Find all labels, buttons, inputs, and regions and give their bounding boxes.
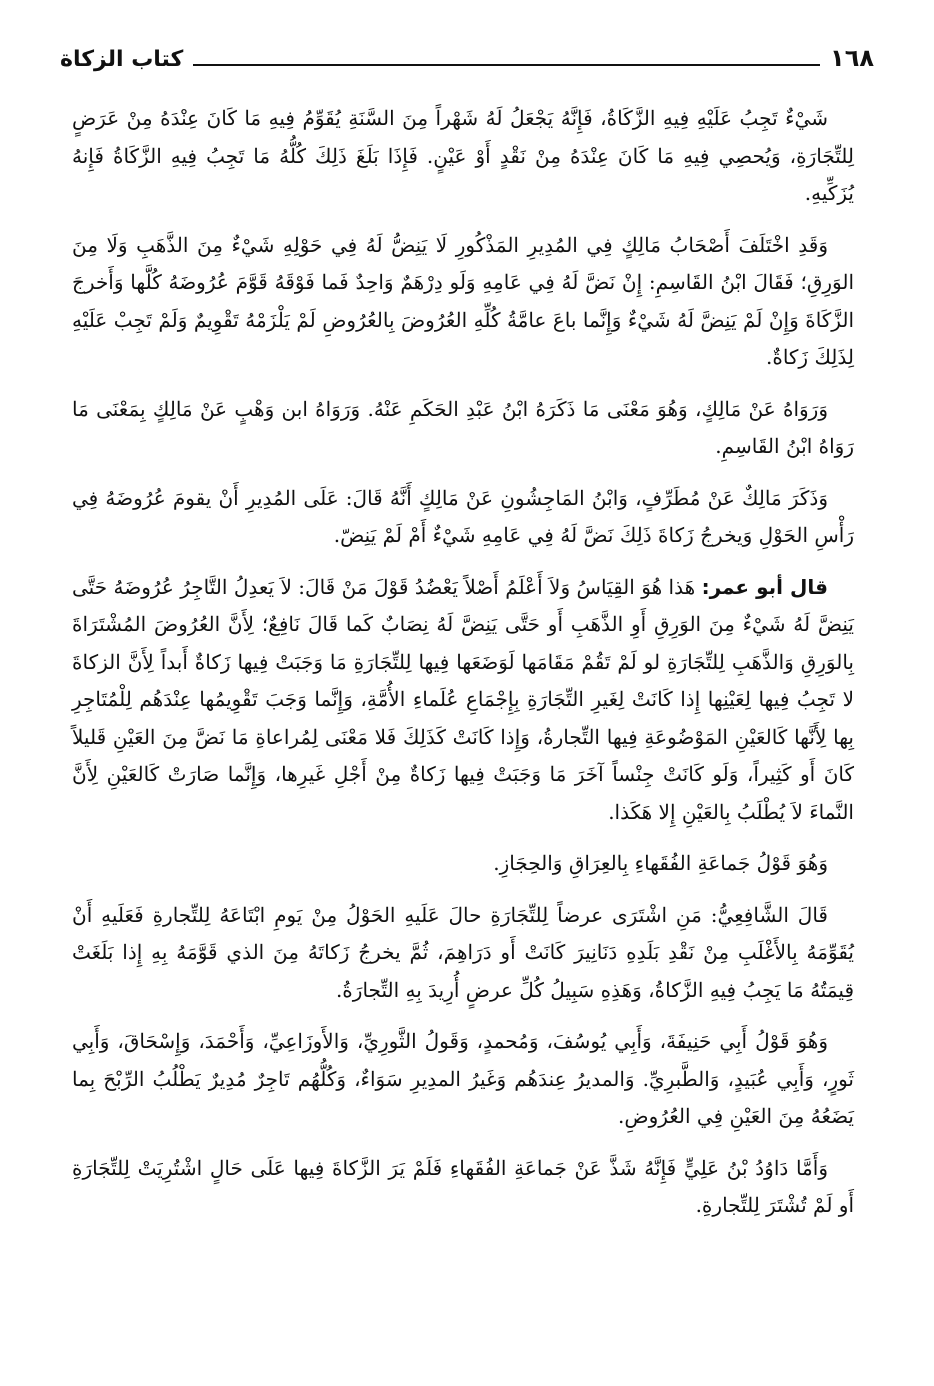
paragraph-5 (72, 569, 854, 832)
header-rule (193, 64, 820, 66)
paragraph-3 (72, 391, 854, 466)
paragraph-text: قَالَ الشَّافِعِيُّ: مَنِ اشْتَرَى عرضاً لِلتِّجَارَةِ حالَ عَلَيهِ الحَوْلُ مِنْ يَومِ ابْتَاعَهُ لِلتِّجارةِ فَعَلَيهِ أَنْ يُقَوِّمَهُ بِالأَغْلَبِ مِنْ نَقْدِ بَلَدِهِ دَنَانِيرَ كَانَتْ أَو دَرَاهِمَ، ثُمَّ يخرجُ زَكاتَهُ مِنَ الذي قَوَّمَهُ بِهِ إِذا بَلَغَتْ قِيمَتُهُ مَا يَجِبُ فِيهِ الزَّكاةُ، وَهَذِهِ سَبِيلُ كُلِّ عرضٍ أُرِيدَ بِهِ التِّجارَةُ. (72, 902, 854, 1002)
paragraph-1 (72, 100, 854, 213)
paragraph-text: وَذَكَرَ مَالِكٌ عَنْ مُطَرِّفٍ، وَابْنُ المَاجِشُونِ عَنْ مَالِكٍ أَنَّهُ قَالَ: عَلَى المُدِيرِ أَنْ يقومَ عُرُوضَهُ فِي رَأْسِ الحَوْلِ وَيخرجُ زَكاةَ ذَلِكَ نَضَّ لَهُ فِي عَامِهِ شَيْءٌ أَمْ لَمْ يَنِضّ. (72, 485, 854, 547)
paragraph-text: وَرَوَاهُ عَنْ مَالِكٍ، وَهُوَ مَعْنَى مَا ذَكَرَهُ ابْنُ عَبْدِ الحَكَمِ عَنْهُ. وَرَوَاهُ ابن وَهْبٍ عَنْ مَالِكٍ بِمَعْنَى مَا رَوَاهُ ابْنُ القَاسِمِ. (72, 396, 854, 458)
paragraph-text: وَأَمَّا دَاوُدُ بْنُ عَلِيٍّ فَإِنَّهُ شَذَّ عَنْ جَماعَةِ الفُقَهاءِ فَلَمْ يَرَ الزَّكاةَ فِيها عَلَى حَالٍ اشْتُرِيَتْ لِلتِّجَارَةِ أَو لَمْ تُشْتَرَ لِلتِّجارةِ. (72, 1155, 854, 1217)
paragraph-9 (72, 1150, 854, 1225)
paragraph-2 (72, 227, 854, 377)
page-header (60, 34, 874, 74)
paragraph-6 (72, 845, 854, 883)
book-title: كتاب الزكاة (60, 47, 184, 72)
paragraph-text: شَيْءٌ تَجِبُ عَلَيْهِ فِيهِ الزَّكَاةُ، فَإِنَّهُ يَجْعَلُ لَهُ شَهْراً مِنَ السَّنَةِ يُقَوِّمُ فِيهِ مَا كَانَ عِنْدَهُ مِنْ عَرَضٍ لِلتِّجَارَةِ، وَيُحصِي فِيهِ مَا كَانَ عِنْدَهُ مِنْ نَقْدٍ أَوْ عَيْنٍ. فَإِذَا بَلَغَ ذَلِكَ كُلُّهُ مَا تَجِبُ فِيهِ الزَّكَاةُ فَإِنهُ يُزَكِّيهِ. (72, 106, 854, 205)
paragraph-4 (72, 480, 854, 555)
body-text (72, 100, 854, 1239)
speaker-label: قال أبو عمر: (701, 574, 828, 599)
paragraph-7 (72, 897, 854, 1010)
page-number: ١٦٨ (830, 44, 874, 72)
paragraph-text: وَهُوَ قَوْلُ جَماعَةِ الفُقَهاءِ بِالعِرَاقِ وَالحِجَازِ. (493, 851, 828, 875)
paragraph-8 (72, 1023, 854, 1136)
paragraph-text: هَذا هُوَ القِيَاسُ وَلاَ أَعْلَمُ أَصْلاً يَعْضُدُ قَوْلَ مَنْ قَالَ: لاَ يَعدِلُ التَّاجِرُ عُرُوضَهُ حَتَّى يَنِضَّ لَهُ شَيْءٌ مِنَ الوَرِقِ أَوِ الذَّهَبِ أَو حَتَّى يَنِضَّ لَهُ نِصَابٌ كَما قَالَ نَافِعٌ؛ لِأَنَّ العُرُوضَ المُشْتَرَاةَ بِالوَرِقِ وَالذَّهَبِ لِلتِّجَارَةِ لو لَمْ تَقُمْ مَقَامَها لَوَضَعَها فِيها لِلتِّجَارَةِ مَا وَجَبَتْ فِيها زَكاةٌ أَبداً لِأَنَّ الزكاةَ لا تَجِبُ فِيها لِعَيْنِها إِذا كَانَتْ لِغَيرِ التِّجَارَةِ بِإِجْمَاعِ عُلَماءِ الأُمَّةِ، وَإِنَّما وَجَبَ تَقْوِيمُها عِنْدَهُم لِلْمُتَاجِرِ بِها لِأَنَّها كَالعَيْنِ المَوْضُوعَةِ فِيها التِّجارةُ، وَإِذا كَانَتْ كَذَلِكَ فَلا مَعْنَى لِمُراعاةِ مَا نَضَّ مِنَ العَيْنِ قَليلاً كَانَ أَو كَثِيراً، وَلَو كَانَتْ جِنْساً آخَرَ مَا وَجَبَتْ فِيها زَكاةٌ مِنْ أَجْلِ غَيرِها، وَإِنَّما صَارَتْ كَالعَيْنِ لِأَنَّ النَّماءَ لاَ يُطْلَبُ بِالعَيْنِ إِلا هَكَذا. (72, 574, 854, 824)
paragraph-text: وَقَدِ اخْتَلَفَ أَصْحَابُ مَالِكٍ فِي المُدِيرِ المَذْكُورِ لَا يَنِضُّ لَهُ فِي حَوْلِهِ شَيْءٌ مِنَ الذَّهَبِ وَلَا مِنَ الوَرِقِ؛ فَقَالَ ابْنُ القَاسِمِ: إِنْ نَضَّ لَهُ فِي عَامِهِ وَلَو دِرْهَمٌ وَاحِدٌ فَما فَوْقَهُ قَوَّمَ عُرُوضَهُ كُلَّها وَأَخرجَ الزَّكَاةَ وَإِنْ لَمْ يَنِضَّ لَهُ شَيْءٌ وَإِنَّما باعَ عامَّةُ كُلِّهِ العُرُوضَ بِالعُرُوضِ لَمْ يَلْزَمْهُ تَقْوِيمٌ وَلَمْ تَجِبْ عَلَيْهِ لِذَلِكَ زَكاةٌ. (72, 232, 854, 369)
paragraph-text: وَهُوَ قَوْلُ أَبِي حَنِيفَةَ، وَأَبِي يُوسُفَ، وَمُحمدٍ، وَقَولُ الثَّورِيِّ، وَالأَوزَاعِيِّ، وَأَحْمَدَ، وَإِسْحَاقَ، وَأَبِي ثَورٍ، وَأَبِي عُبَيدٍ، وَالطَّبرِيِّ. وَالمديرُ عِندَهُم وَغَيرُ المدِيرِ سَوَاءٌ، وَكُلُّهُم تَاجِرٌ مُدِيرٌ يَطْلُبُ الرِّبْحَ بِما يَضَعُهُ مِنَ العَيْنِ فِي العُرُوضِ. (72, 1029, 854, 1128)
